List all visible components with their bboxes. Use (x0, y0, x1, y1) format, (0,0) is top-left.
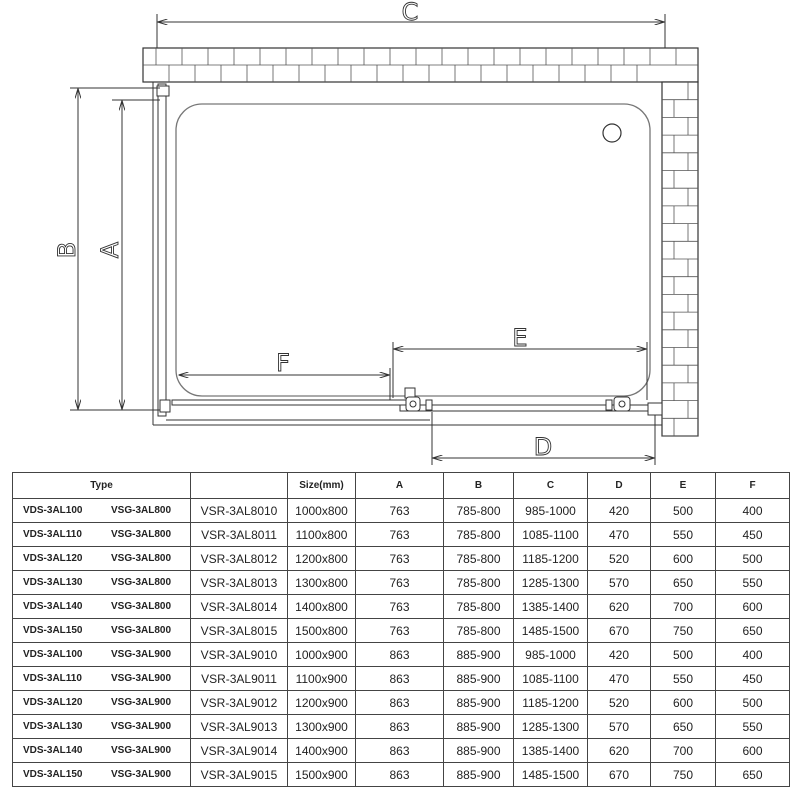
cell-b: 785-800 (444, 571, 514, 595)
cell-a: 863 (356, 667, 444, 691)
cell-d: 420 (588, 499, 651, 523)
dimension-label-d: D (533, 433, 553, 461)
cell-model: VSR-3AL9014 (191, 739, 288, 763)
cell-e: 650 (651, 571, 716, 595)
table-row (13, 715, 790, 739)
side-panel-type: VSG-3AL900 (111, 769, 172, 780)
dimension-label-f: F (276, 349, 290, 377)
door-type: VDS-3AL100 (23, 649, 83, 660)
side-panel-type: VSG-3AL900 (111, 745, 172, 756)
header-e: E (651, 473, 716, 499)
cell-c: 1085-1100 (514, 667, 588, 691)
cell-type (13, 595, 191, 619)
cell-a: 763 (356, 499, 444, 523)
cell-f: 450 (716, 667, 790, 691)
side-panel-type: VSG-3AL900 (111, 649, 172, 660)
cell-d: 520 (588, 547, 651, 571)
cell-a: 863 (356, 691, 444, 715)
cell-size: 1500x800 (288, 619, 356, 643)
cell-f: 600 (716, 739, 790, 763)
header-a: A (356, 473, 444, 499)
header-c: C (514, 473, 588, 499)
header-size: Size(mm) (288, 473, 356, 499)
side-panel-type: VSG-3AL800 (111, 625, 172, 636)
cell-d: 670 (588, 763, 651, 787)
table-row (13, 763, 790, 787)
shower-tray (176, 104, 650, 396)
cell-d: 670 (588, 619, 651, 643)
door-type: VDS-3AL120 (23, 553, 83, 564)
sliding-door (172, 388, 662, 415)
door-type: VDS-3AL120 (23, 697, 83, 708)
header-f: F (716, 473, 790, 499)
cell-model: VSR-3AL9013 (191, 715, 288, 739)
cell-b: 785-800 (444, 547, 514, 571)
cell-c: 1285-1300 (514, 715, 588, 739)
cell-b: 885-900 (444, 643, 514, 667)
cell-b: 785-800 (444, 523, 514, 547)
side-panel-type: VSG-3AL900 (111, 697, 172, 708)
cell-type (13, 571, 191, 595)
table-row (13, 523, 790, 547)
cell-d: 570 (588, 571, 651, 595)
cell-b: 785-800 (444, 595, 514, 619)
cell-f: 400 (716, 643, 790, 667)
cell-c: 1385-1400 (514, 739, 588, 763)
door-type: VDS-3AL130 (23, 577, 83, 588)
cell-a: 863 (356, 763, 444, 787)
cell-f: 450 (716, 523, 790, 547)
cell-c: 1485-1500 (514, 619, 588, 643)
cell-f: 550 (716, 571, 790, 595)
side-panel-type: VSG-3AL800 (111, 601, 172, 612)
header-d: D (588, 473, 651, 499)
side-panel-type: VSG-3AL900 (111, 673, 172, 684)
cell-f: 650 (716, 619, 790, 643)
cell-type (13, 691, 191, 715)
side-panel-type: VSG-3AL800 (111, 529, 172, 540)
cell-c: 1185-1200 (514, 547, 588, 571)
cell-model: VSR-3AL9011 (191, 667, 288, 691)
cell-size: 1300x900 (288, 715, 356, 739)
cell-e: 500 (651, 499, 716, 523)
cell-d: 470 (588, 523, 651, 547)
cell-a: 763 (356, 547, 444, 571)
cell-f: 650 (716, 763, 790, 787)
cell-d: 470 (588, 667, 651, 691)
cell-type (13, 643, 191, 667)
side-glass-panel (157, 84, 170, 416)
cell-model: VSR-3AL9010 (191, 643, 288, 667)
cell-c: 985-1000 (514, 643, 588, 667)
cell-a: 863 (356, 739, 444, 763)
cell-d: 520 (588, 691, 651, 715)
cell-type (13, 763, 191, 787)
cell-e: 500 (651, 643, 716, 667)
cell-type (13, 547, 191, 571)
cell-model: VSR-3AL8012 (191, 547, 288, 571)
header-b: B (444, 473, 514, 499)
table-row (13, 595, 790, 619)
cell-c: 1485-1500 (514, 763, 588, 787)
dimension-label-b: B (53, 241, 81, 259)
door-type: VDS-3AL140 (23, 745, 83, 756)
table-row (13, 571, 790, 595)
cell-size: 1300x800 (288, 571, 356, 595)
cell-f: 400 (716, 499, 790, 523)
side-panel-type: VSG-3AL900 (111, 721, 172, 732)
cell-d: 620 (588, 595, 651, 619)
cell-size: 1500x900 (288, 763, 356, 787)
cell-e: 700 (651, 739, 716, 763)
cell-model: VSR-3AL9015 (191, 763, 288, 787)
cell-type (13, 739, 191, 763)
door-type: VDS-3AL110 (23, 529, 82, 540)
cell-a: 763 (356, 619, 444, 643)
dimension-label-e: E (512, 324, 528, 352)
cell-e: 650 (651, 715, 716, 739)
cell-model: VSR-3AL8010 (191, 499, 288, 523)
cell-b: 885-900 (444, 763, 514, 787)
cell-type (13, 523, 191, 547)
cell-b: 785-800 (444, 619, 514, 643)
cell-e: 700 (651, 595, 716, 619)
cell-model: VSR-3AL8011 (191, 523, 288, 547)
cell-b: 885-900 (444, 691, 514, 715)
table-row (13, 667, 790, 691)
table-row (13, 643, 790, 667)
cell-c: 1385-1400 (514, 595, 588, 619)
cell-e: 550 (651, 523, 716, 547)
side-panel-type: VSG-3AL800 (111, 505, 172, 516)
cell-size: 1000x800 (288, 499, 356, 523)
cell-e: 600 (651, 547, 716, 571)
cell-e: 750 (651, 619, 716, 643)
cell-size: 1400x800 (288, 595, 356, 619)
cell-f: 550 (716, 715, 790, 739)
cell-d: 420 (588, 643, 651, 667)
cell-c: 1285-1300 (514, 571, 588, 595)
cell-size: 1000x900 (288, 643, 356, 667)
dimension-label-a: A (96, 241, 124, 259)
cell-type (13, 715, 191, 739)
cell-c: 1185-1200 (514, 691, 588, 715)
cell-e: 600 (651, 691, 716, 715)
cell-type (13, 499, 191, 523)
cell-a: 763 (356, 523, 444, 547)
cell-b: 885-900 (444, 715, 514, 739)
cell-model: VSR-3AL8015 (191, 619, 288, 643)
enclosure-outline (153, 82, 662, 425)
cell-d: 620 (588, 739, 651, 763)
cell-size: 1100x900 (288, 667, 356, 691)
cell-e: 750 (651, 763, 716, 787)
cell-a: 763 (356, 595, 444, 619)
cell-model: VSR-3AL8013 (191, 571, 288, 595)
table-row (13, 499, 790, 523)
cell-type (13, 667, 191, 691)
cell-e: 550 (651, 667, 716, 691)
right-wall (662, 82, 698, 436)
dimension-label-c: C (401, 0, 419, 26)
cell-size: 1100x800 (288, 523, 356, 547)
cell-a: 863 (356, 715, 444, 739)
table-row (13, 739, 790, 763)
cell-f: 600 (716, 595, 790, 619)
header-type: Type (13, 473, 191, 499)
header-model (191, 473, 288, 499)
cell-c: 985-1000 (514, 499, 588, 523)
table-body (13, 499, 790, 787)
cell-a: 763 (356, 571, 444, 595)
table-row (13, 691, 790, 715)
top-wall (143, 48, 698, 82)
cell-size: 1400x900 (288, 739, 356, 763)
table-header-row (13, 473, 790, 499)
cell-model: VSR-3AL9012 (191, 691, 288, 715)
cell-b: 885-900 (444, 739, 514, 763)
cell-d: 570 (588, 715, 651, 739)
table-row (13, 619, 790, 643)
table-row (13, 547, 790, 571)
cell-model: VSR-3AL8014 (191, 595, 288, 619)
door-type: VDS-3AL150 (23, 625, 83, 636)
door-type: VDS-3AL100 (23, 505, 83, 516)
side-panel-type: VSG-3AL800 (111, 553, 172, 564)
door-type: VDS-3AL140 (23, 601, 83, 612)
cell-size: 1200x900 (288, 691, 356, 715)
cell-b: 885-900 (444, 667, 514, 691)
cell-size: 1200x800 (288, 547, 356, 571)
cell-type (13, 619, 191, 643)
cell-f: 500 (716, 691, 790, 715)
door-type: VDS-3AL130 (23, 721, 83, 732)
door-type: VDS-3AL110 (23, 673, 82, 684)
drain-icon (603, 124, 621, 142)
side-panel-type: VSG-3AL800 (111, 577, 172, 588)
cell-b: 785-800 (444, 499, 514, 523)
cell-f: 500 (716, 547, 790, 571)
door-type: VDS-3AL150 (23, 769, 83, 780)
specification-table (12, 472, 790, 787)
cell-a: 863 (356, 643, 444, 667)
cell-c: 1085-1100 (514, 523, 588, 547)
